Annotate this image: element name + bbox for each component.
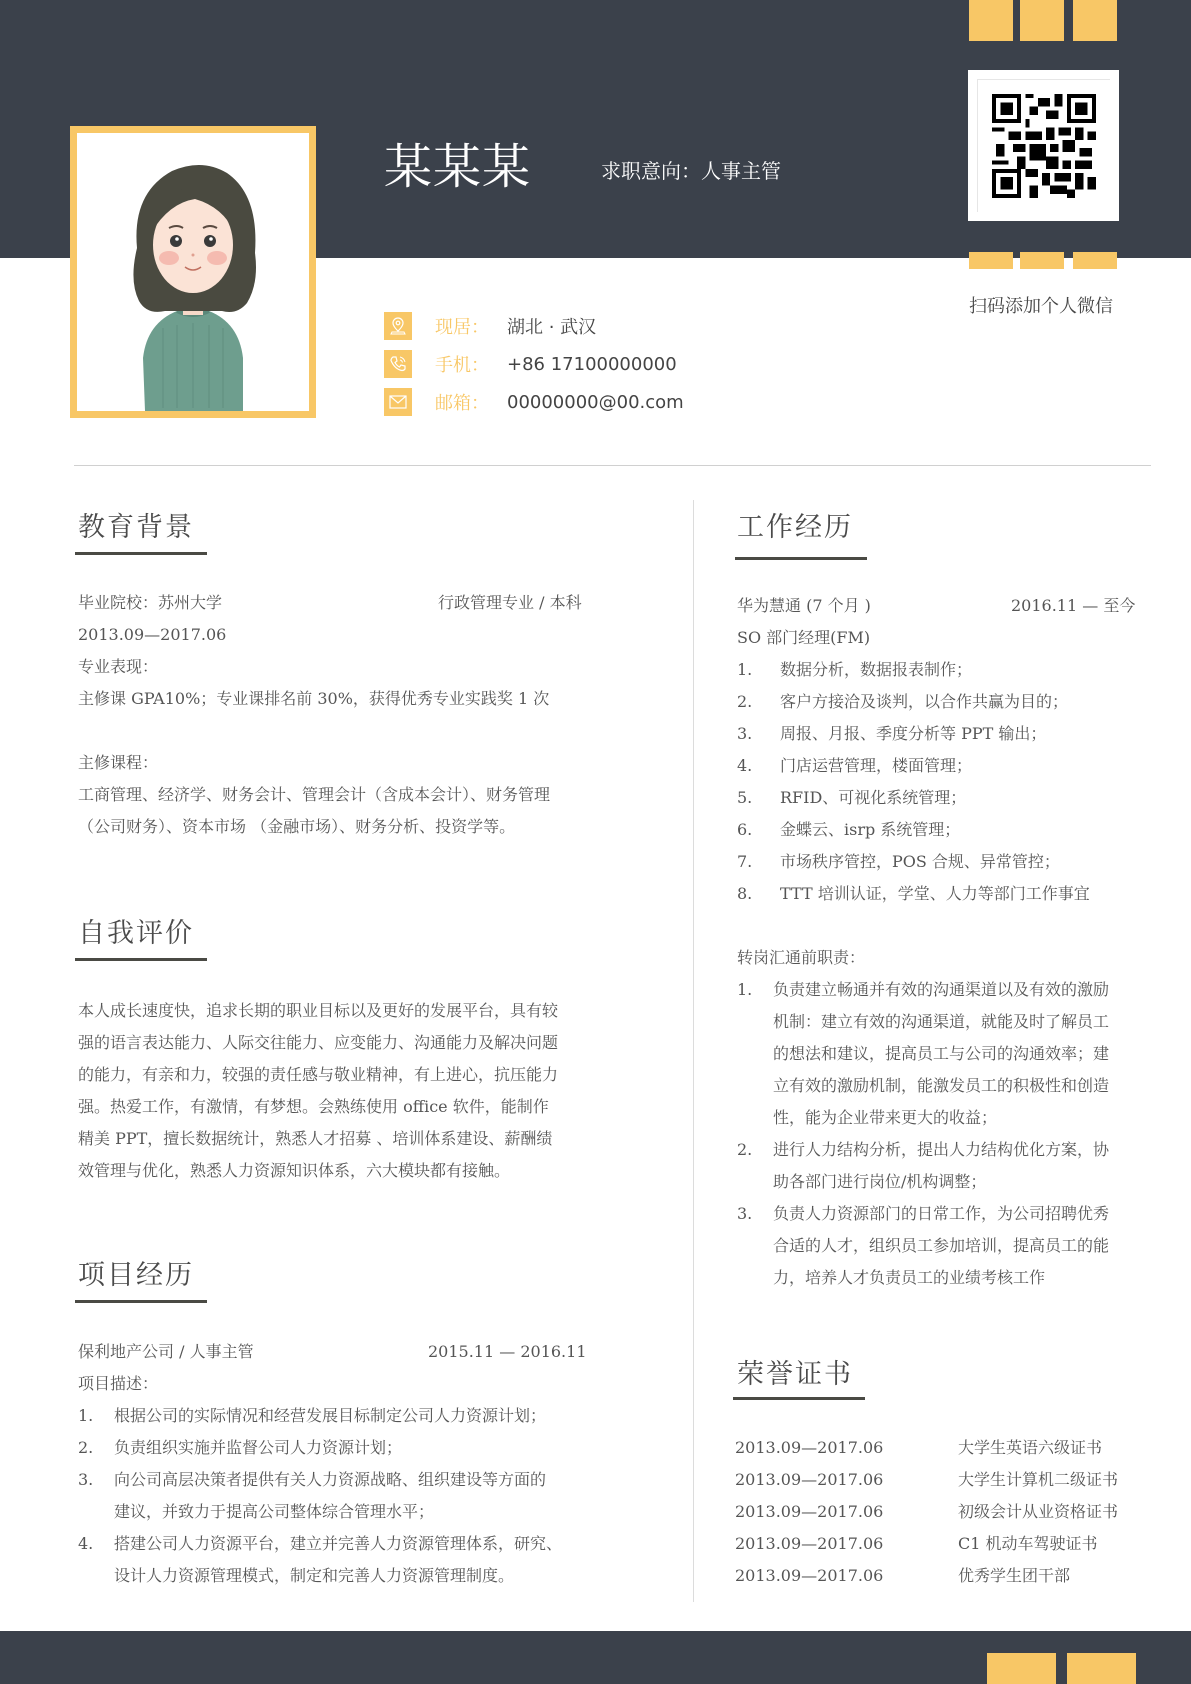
decor-block-footer-1 <box>987 1653 1056 1684</box>
section-underline <box>733 1397 865 1400</box>
education-major: 行政管理专业 / 本科 <box>438 593 582 612</box>
education-courses-label: 主修课程： <box>78 753 159 772</box>
contact-label-phone: 手机： <box>435 355 489 376</box>
honor-name: 初级会计从业资格证书 <box>958 1502 1119 1521</box>
work-previous-text: 机制：建立有效的沟通渠道，就能及时了解员工 <box>773 1012 1110 1031</box>
work-previous-text: 进行人力结构分析，提出人力结构优化方案，协 <box>773 1140 1110 1159</box>
decor-block-footer-2 <box>1067 1653 1136 1684</box>
qr-caption: 扫码添加个人微信 <box>969 296 1113 317</box>
work-previous-text: 助各部门进行岗位/机构调整； <box>773 1172 987 1191</box>
work-previous-text: 负责人力资源部门的日常工作，为公司招聘优秀 <box>773 1204 1110 1223</box>
project-item-text: 搭建公司人力资源平台，建立并完善人力资源管理体系，研究、 <box>114 1534 563 1553</box>
work-duty-num: 8. <box>737 884 753 903</box>
decor-block-mid-2 <box>1020 252 1064 269</box>
work-duty-text: TTT 培训认证，学堂、人力等部门工作事宜 <box>780 884 1090 903</box>
education-school: 毕业院校：苏州大学 <box>78 593 223 612</box>
avatar-illustration-icon <box>77 133 309 411</box>
honor-period: 2013.09—2017.06 <box>735 1470 884 1489</box>
contact-email <box>384 388 684 416</box>
contact-value-phone: +86 17100000000 <box>507 353 677 375</box>
project-period: 2015.11 — 2016.11 <box>428 1342 587 1361</box>
work-previous-text: 立有效的激励机制，能激发员工的积极性和创造 <box>773 1076 1110 1095</box>
work-previous-text: 力，培养人才负责员工的业绩考核工作 <box>773 1268 1046 1287</box>
honor-name: C1 机动车驾驶证书 <box>958 1534 1098 1553</box>
self-eval-line: 强。热爱工作，有激情，有梦想。会熟练使用 office 软件，能制作 <box>78 1097 549 1116</box>
work-previous-num: 2. <box>737 1140 753 1159</box>
decor-block-mid-1 <box>969 252 1013 269</box>
education-performance: 主修课 GPA10%；专业课排名前 30%，获得优秀专业实践奖 1 次 <box>78 689 550 708</box>
honor-period: 2013.09—2017.06 <box>735 1534 884 1553</box>
decor-block-top-1 <box>969 0 1013 41</box>
work-duty-num: 3. <box>737 724 753 743</box>
work-duty-text: 金蝶云、isrp 系统管理； <box>780 820 961 839</box>
honor-period: 2013.09—2017.06 <box>735 1566 884 1585</box>
decor-block-top-3 <box>1073 0 1117 41</box>
qr-code <box>968 70 1119 221</box>
contact-label-email: 邮箱： <box>435 393 489 414</box>
contact-value-email: 00000000@00.com <box>507 391 684 413</box>
section-title-education: 教育背景 <box>78 512 194 543</box>
self-eval-line: 精美 PPT，擅长数据统计，熟悉人才招募 、培训体系建设、薪酬绩 <box>78 1129 553 1148</box>
decor-block-mid-3 <box>1073 252 1117 269</box>
section-underline <box>75 958 207 961</box>
work-duty-num: 6. <box>737 820 753 839</box>
project-item-num: 1. <box>78 1406 94 1425</box>
work-duty-num: 7. <box>737 852 753 871</box>
work-duty-num: 4. <box>737 756 753 775</box>
self-eval-line: 效管理与优化，熟悉人力资源知识体系，六大模块都有接触。 <box>78 1161 511 1180</box>
honor-name: 大学生计算机二级证书 <box>958 1470 1119 1489</box>
self-eval-line: 的能力，有亲和力，较强的责任感与敬业精神，有上进心，抗压能力 <box>78 1065 559 1084</box>
location-pin-icon <box>384 312 412 340</box>
work-duty-text: 门店运营管理，楼面管理； <box>780 756 973 775</box>
work-company: 华为慧通 (7 个月 ) <box>737 596 871 615</box>
work-duty-text: RFID、可视化系统管理； <box>780 788 967 807</box>
contact-phone <box>384 350 677 378</box>
mail-icon <box>384 388 412 416</box>
work-duty-text: 客户方接洽及谈判，以合作共赢为目的； <box>780 692 1069 711</box>
work-previous-num: 1. <box>737 980 753 999</box>
education-courses-line: 工商管理、经济学、财务会计、管理会计（含成本会计）、财务管理 <box>78 785 551 804</box>
education-performance-label: 专业表现： <box>78 657 159 676</box>
project-item-text: 负责组织实施并监督公司人力资源计划； <box>114 1438 403 1457</box>
section-underline <box>75 1300 207 1303</box>
honor-period: 2013.09—2017.06 <box>735 1438 884 1457</box>
section-title-honors: 荣誉证书 <box>737 1359 853 1390</box>
work-duty-num: 2. <box>737 692 753 711</box>
work-previous-text: 负责建立畅通并有效的沟通渠道以及有效的激励 <box>773 980 1110 999</box>
decor-block-top-2 <box>1020 0 1064 41</box>
phone-icon <box>384 350 412 378</box>
avatar <box>77 133 309 411</box>
project-item-text: 向公司高层决策者提供有关人力资源战略、组织建设等方面的 <box>114 1470 547 1489</box>
education-courses-line: （公司财务）、资本市场 （金融市场）、财务分析、投资学等。 <box>78 817 516 836</box>
work-position: SO 部门经理(FM) <box>737 628 871 647</box>
honor-period: 2013.09—2017.06 <box>735 1502 884 1521</box>
column-divider <box>693 500 694 1602</box>
contact-label-location: 现居： <box>435 317 489 338</box>
work-duty-text: 周报、月报、季度分析等 PPT 输出； <box>780 724 1047 743</box>
job-intent: 求职意向：人事主管 <box>601 159 781 183</box>
contact-location <box>384 312 596 340</box>
self-eval-line: 强的语言表达能力、人际交往能力、应变能力、沟通能力及解决问题 <box>78 1033 559 1052</box>
section-underline <box>75 552 207 555</box>
header-divider <box>74 465 1151 466</box>
work-previous-text: 的想法和建议，提高员工与公司的沟通效率；建 <box>773 1044 1110 1063</box>
work-previous-num: 3. <box>737 1204 753 1223</box>
section-title-self-eval: 自我评价 <box>78 918 194 949</box>
project-desc-label: 项目描述： <box>78 1374 159 1393</box>
project-item-num: 2. <box>78 1438 94 1457</box>
education-period: 2013.09—2017.06 <box>78 625 227 644</box>
avatar-frame <box>70 126 316 418</box>
project-item-text: 建议，并致力于提高公司整体综合管理水平； <box>114 1502 435 1521</box>
work-duty-text: 市场秩序管控，POS 合规、异常管控； <box>780 852 1060 871</box>
self-eval-line: 本人成长速度快，追求长期的职业目标以及更好的发展平台，具有较 <box>78 1001 559 1020</box>
project-item-text: 根据公司的实际情况和经营发展目标制定公司人力资源计划； <box>114 1406 547 1425</box>
work-duty-text: 数据分析，数据报表制作； <box>780 660 973 679</box>
candidate-name: 某某某 <box>384 139 532 195</box>
project-company-role: 保利地产公司 / 人事主管 <box>78 1342 254 1361</box>
project-item-num: 4. <box>78 1534 94 1553</box>
honor-name: 优秀学生团干部 <box>958 1566 1071 1585</box>
qr-code-icon <box>992 94 1096 198</box>
contact-value-location: 湖北 · 武汉 <box>507 317 597 338</box>
project-item-text: 设计人力资源管理模式，制定和完善人力资源管理制度。 <box>114 1566 515 1585</box>
section-title-work: 工作经历 <box>737 512 853 543</box>
section-title-projects: 项目经历 <box>78 1260 194 1291</box>
work-previous-label: 转岗汇通前职责： <box>737 948 866 967</box>
work-previous-text: 性，能为企业带来更大的收益； <box>773 1108 998 1127</box>
work-duty-num: 5. <box>737 788 753 807</box>
honor-name: 大学生英语六级证书 <box>958 1438 1103 1457</box>
section-underline <box>735 557 867 560</box>
work-previous-text: 合适的人才，组织员工参加培训，提高员工的能 <box>773 1236 1110 1255</box>
project-item-num: 3. <box>78 1470 94 1489</box>
work-duty-num: 1. <box>737 660 753 679</box>
work-period: 2016.11 — 至今 <box>1011 596 1136 615</box>
